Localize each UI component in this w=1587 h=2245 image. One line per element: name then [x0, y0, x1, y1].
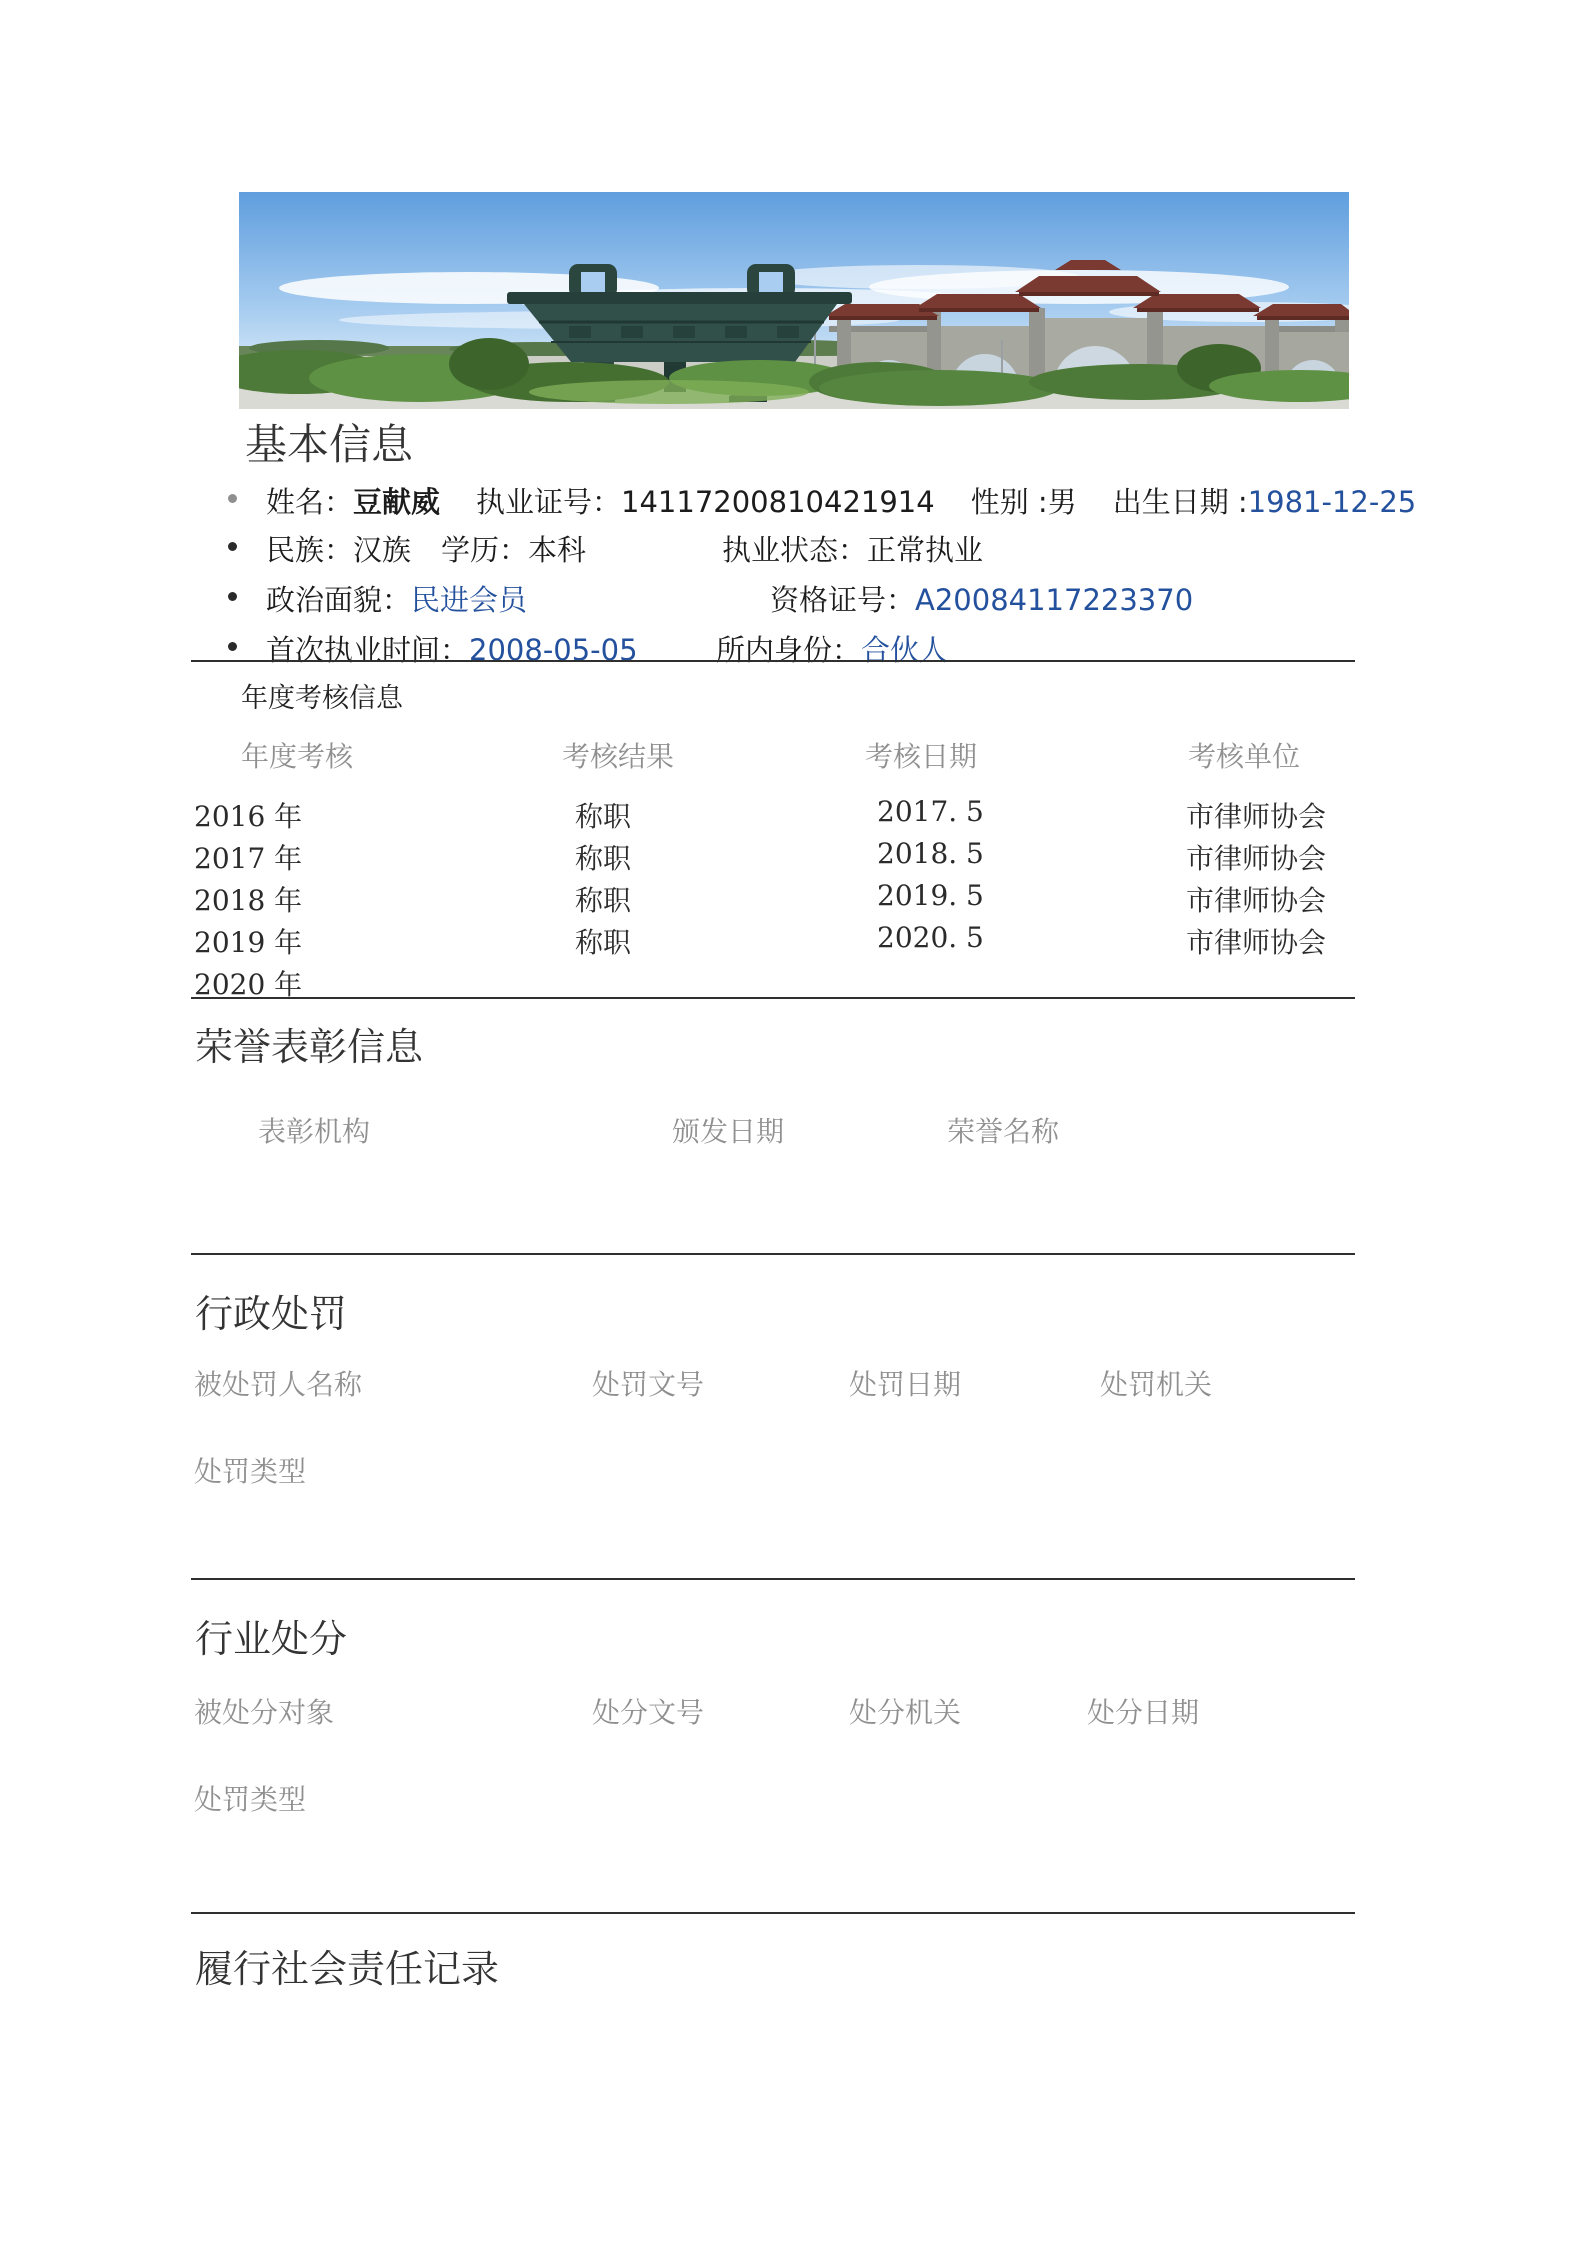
- assessment-row-org: 市律师协会: [1186, 800, 1327, 833]
- assessment-row-year: 2016 年: [194, 800, 303, 833]
- basic-info-row-4: [0, 628, 1587, 672]
- bullet-dot-icon: [228, 494, 237, 503]
- header-photo-scene: [239, 192, 1349, 409]
- assessment-row-date: 2019. 5: [877, 879, 984, 912]
- discipline-type-header: 处罚类型: [194, 1783, 307, 1816]
- divider: [191, 1578, 1355, 1580]
- discipline-col-org-header: 处分机关: [849, 1696, 962, 1729]
- section-basic-info-title: 基本信息: [245, 420, 414, 469]
- section-industry-discipline-title: 行业处分: [195, 1617, 348, 1661]
- basic-info-row-2: [0, 528, 1587, 572]
- assessment-row-year: 2020 年: [194, 968, 303, 1001]
- firm-role-value: 合伙人: [861, 633, 949, 667]
- assessment-section-label: 年度考核信息: [241, 683, 403, 714]
- education-value: 学历：本科: [441, 533, 587, 567]
- qualification-number: A20084117223370: [915, 583, 1194, 617]
- ethnicity-value: 民族：汉族: [266, 533, 412, 567]
- assessment-row-date: 2017. 5: [877, 795, 984, 828]
- assessment-row-year: 2017 年: [194, 842, 303, 875]
- section-honor-title: 荣誉表彰信息: [195, 1025, 424, 1069]
- bullet-dot-icon: [228, 542, 237, 551]
- basic-info-row-1: [0, 480, 1587, 524]
- assessment-row-org: 市律师协会: [1186, 842, 1327, 875]
- politics-value: 民进会员: [411, 583, 528, 617]
- qualification-label: 资格证号：: [770, 583, 916, 617]
- assessment-row-result: 称职: [575, 884, 632, 917]
- honor-col-title-header: 荣誉名称: [947, 1115, 1060, 1148]
- assessment-col-date-header: 考核日期: [865, 740, 978, 773]
- assessment-row-year: 2018 年: [194, 884, 303, 917]
- basic-info-row-3: [0, 578, 1587, 622]
- discipline-col-target-header: 被处分对象: [194, 1696, 335, 1729]
- assessment-col-year-header: 年度考核: [241, 740, 354, 773]
- assessment-row-org: 市律师协会: [1186, 926, 1327, 959]
- assessment-row-date: 2018. 5: [877, 837, 984, 870]
- birth-label: 出生日期 :: [1112, 485, 1248, 519]
- penalty-col-date-header: 处罚日期: [849, 1368, 962, 1401]
- name-value: 豆献威: [353, 485, 441, 519]
- penalty-col-doc-header: 处罚文号: [592, 1368, 705, 1401]
- first-practice-date: 2008-05-05: [469, 633, 638, 667]
- penalty-col-org-header: 处罚机关: [1100, 1368, 1213, 1401]
- assessment-col-org-header: 考核单位: [1188, 740, 1301, 773]
- bullet-dot-icon: [228, 592, 237, 601]
- header-photo: [239, 192, 1349, 409]
- section-social-responsibility-title: 履行社会责任记录: [195, 1947, 500, 1991]
- honor-col-date-header: 颁发日期: [672, 1115, 785, 1148]
- name-label: 姓名：: [266, 485, 354, 519]
- discipline-col-doc-header: 处分文号: [592, 1696, 705, 1729]
- honor-col-org-header: 表彰机构: [258, 1115, 371, 1148]
- first-practice-label: 首次执业时间：: [266, 633, 470, 667]
- divider: [191, 1253, 1355, 1255]
- politics-label: 政治面貌：: [266, 583, 412, 617]
- assessment-row-result: 称职: [575, 842, 632, 875]
- assessment-row-result: 称职: [575, 800, 632, 833]
- assessment-col-result-header: 考核结果: [562, 740, 675, 773]
- divider: [191, 660, 1355, 662]
- divider: [191, 1912, 1355, 1914]
- divider: [191, 997, 1355, 999]
- assessment-row-date: 2020. 5: [877, 921, 984, 954]
- penalty-type-header: 处罚类型: [194, 1455, 307, 1488]
- birth-date-value: 1981-12-25: [1247, 485, 1417, 519]
- section-admin-penalty-title: 行政处罚: [195, 1292, 348, 1336]
- assessment-row-year: 2019 年: [194, 926, 303, 959]
- assessment-row-org: 市律师协会: [1186, 884, 1327, 917]
- practice-status-value: 执业状态：正常执业: [722, 533, 984, 567]
- gender-value: 性别 :男: [970, 485, 1077, 519]
- discipline-col-date-header: 处分日期: [1087, 1696, 1200, 1729]
- license-number: 执业证号：14117200810421914: [476, 485, 935, 519]
- bullet-dot-icon: [228, 642, 237, 651]
- penalty-col-target-header: 被处罚人名称: [194, 1368, 363, 1401]
- assessment-row-result: 称职: [575, 926, 632, 959]
- firm-role-label: 所内身份：: [716, 633, 862, 667]
